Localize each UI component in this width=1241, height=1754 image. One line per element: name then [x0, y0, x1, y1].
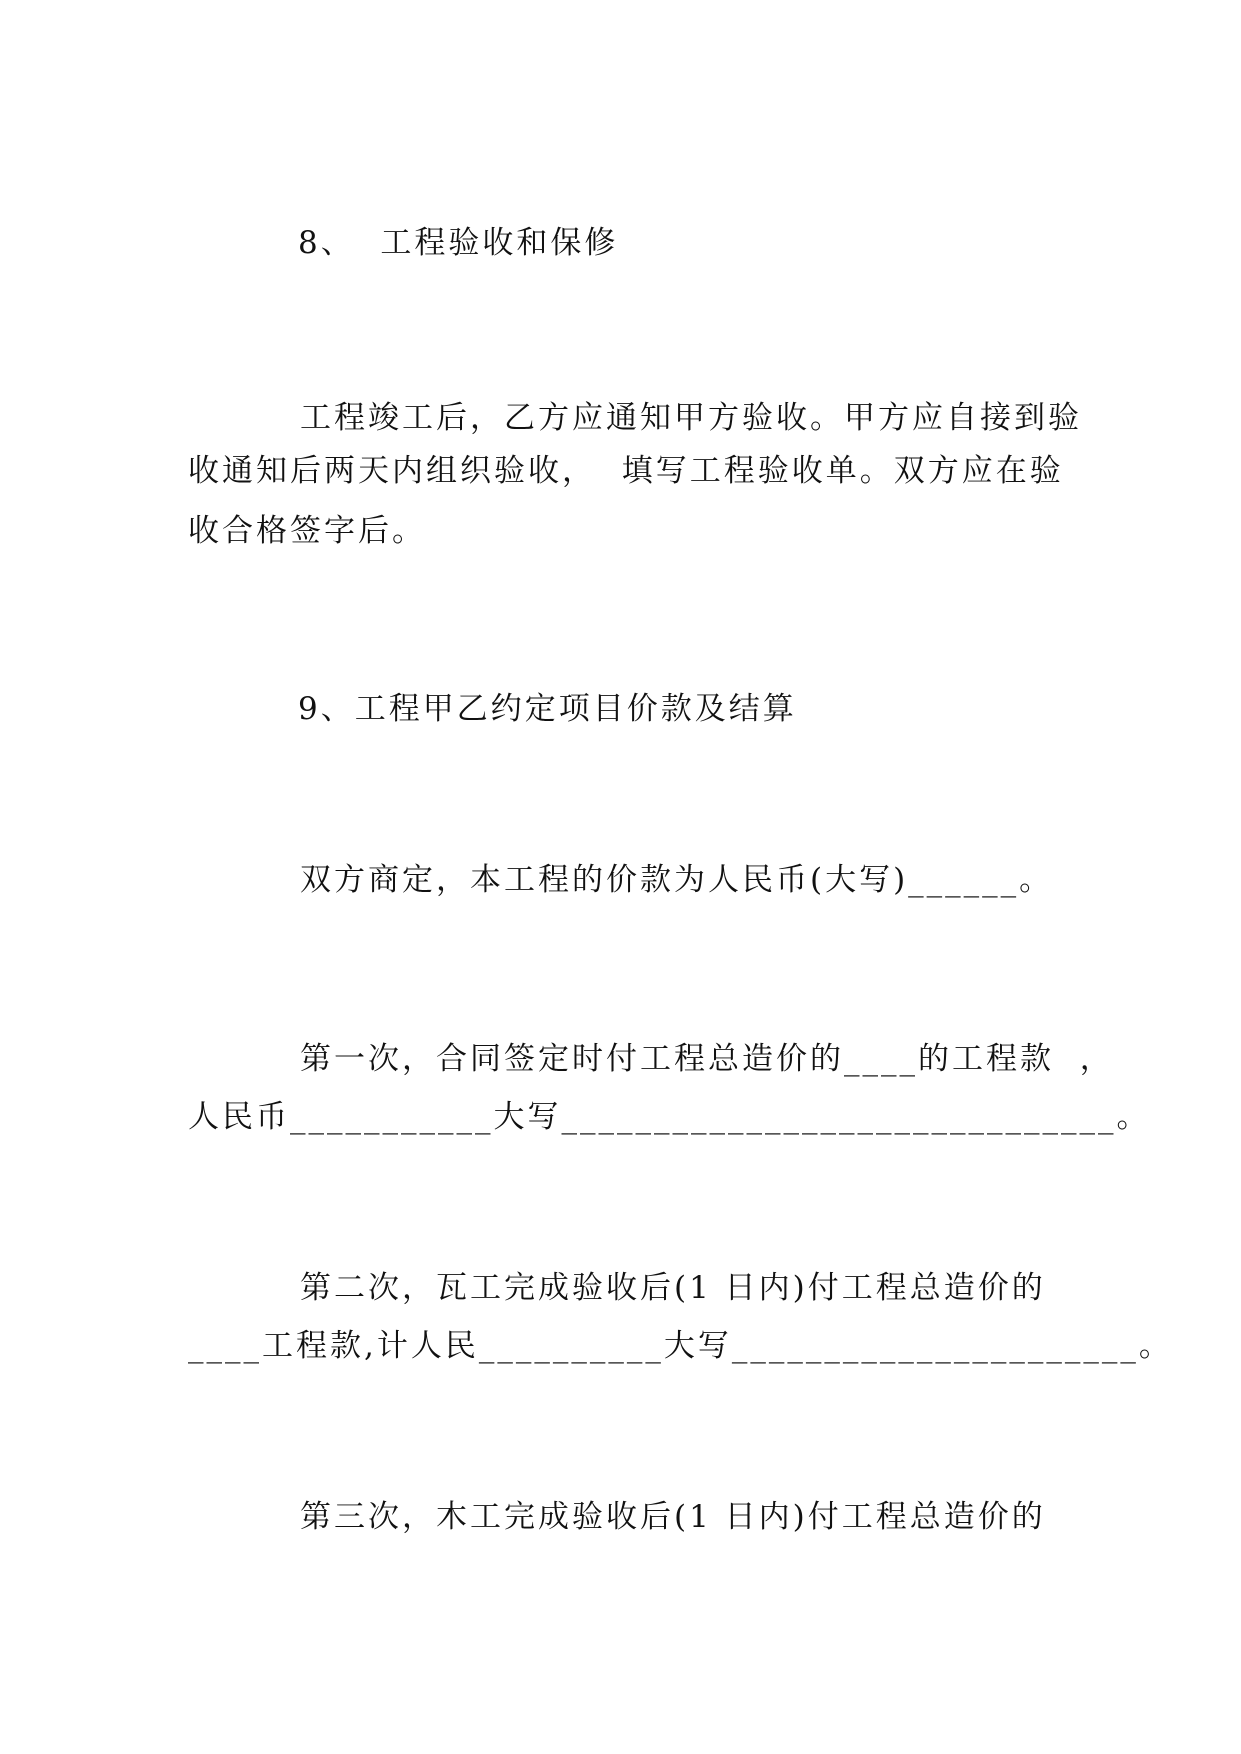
section-8-heading: 8、 工程验收和保修 [298, 225, 619, 261]
payment-3-line-1: 第三次，木工完成验收后(1 日内)付工程总造价的 [300, 1499, 1046, 1535]
section-9-heading: 9、工程甲乙约定项目价款及结算 [298, 691, 797, 727]
payment-1-line-1: 第一次，合同签定时付工程总造价的____的工程款 ， [300, 1041, 1114, 1077]
payment-2-line-2: ____工程款,计人民__________大写______________________。 [188, 1328, 1173, 1364]
payment-1-line-2: 人民币___________大写______________________________。 [188, 1099, 1151, 1135]
section-8-paragraph-line-1: 工程竣工后，乙方应通知甲方验收。甲方应自接到验 [300, 400, 1082, 436]
section-8-paragraph-line-2: 收通知后两天内组织验收， 填写工程验收单。双方应在验 [188, 453, 1064, 489]
payment-2-line-1: 第二次，瓦工完成验收后(1 日内)付工程总造价的 [300, 1270, 1046, 1306]
price-line: 双方商定，本工程的价款为人民币(大写)______。 [300, 862, 1054, 898]
section-8-paragraph-line-3: 收合格签字后。 [188, 513, 426, 549]
